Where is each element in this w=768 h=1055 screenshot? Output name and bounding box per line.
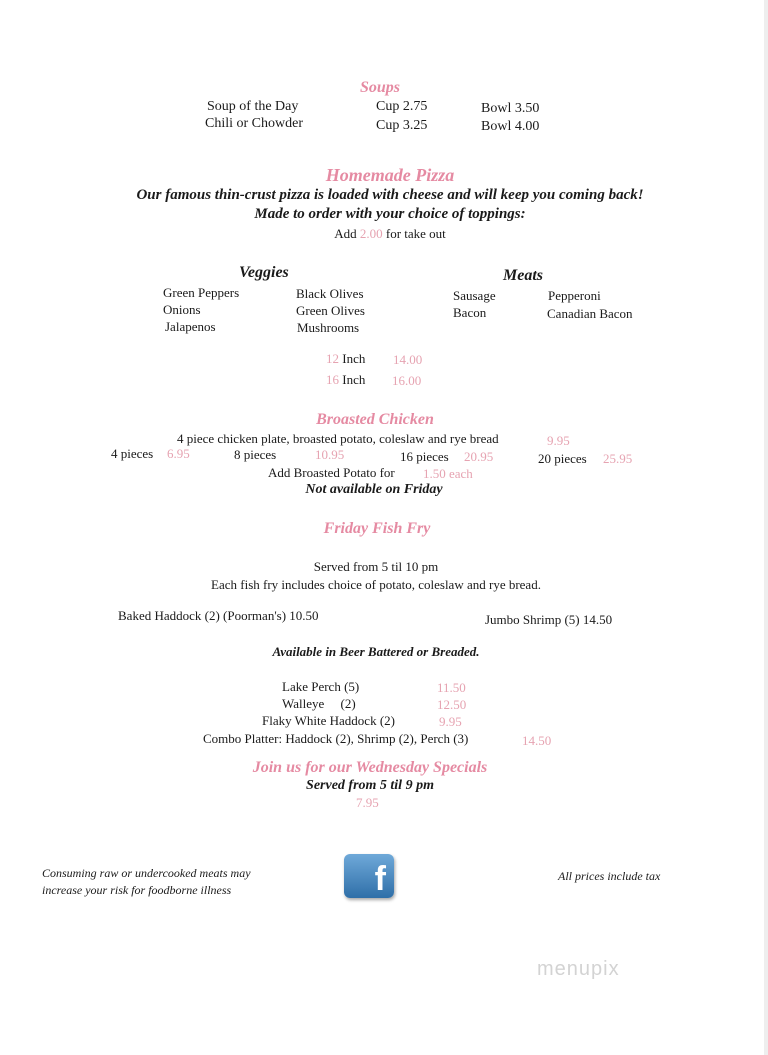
food-warning-line2: increase your risk for foodborne illness: [42, 883, 232, 897]
pizza-tagline: Our famous thin-crust pizza is loaded with cheese and will keep you coming back!: [136, 187, 644, 203]
size-number: 16: [326, 372, 339, 387]
soup-of-the-day: Soup of the Day: [207, 99, 299, 114]
pizza-size-12: [326, 351, 365, 367]
chicken-4-pieces: 4 pieces: [111, 446, 154, 461]
meat-item: Pepperoni: [548, 288, 601, 303]
size-label: Inch: [342, 372, 366, 387]
prices-include-tax: All prices include tax: [558, 869, 661, 883]
fish-item: Walleye (2): [282, 696, 356, 711]
fish-item: Flaky White Haddock (2): [262, 713, 395, 728]
chicken-20-pieces: 20 pieces: [538, 451, 587, 466]
veggie-item: Mushrooms: [297, 320, 360, 335]
meats-title: Meats: [503, 267, 543, 284]
broasted-potato-price: 1.50 each: [423, 466, 473, 481]
size-label: Inch: [342, 351, 366, 366]
fish-served-hours: Served from 5 til 10 pm: [313, 559, 439, 574]
chicken-16-price: 20.95: [464, 449, 494, 464]
chicken-16-pieces: 16 pieces: [400, 449, 449, 464]
veggie-item: Black Olives: [296, 286, 364, 301]
chicken-8-pieces: 8 pieces: [234, 447, 277, 462]
wednesday-served: Served from 5 til 9 pm: [306, 778, 434, 793]
facebook-letter: f: [374, 860, 386, 898]
meat-item: Bacon: [453, 305, 487, 320]
fish-item-price: 12.50: [437, 697, 467, 712]
veggies-title: Veggies: [239, 264, 289, 281]
fish-item: Combo Platter: Haddock (2), Shrimp (2), Perch (3): [203, 731, 469, 746]
pizza-title: Homemade Pizza: [325, 165, 455, 185]
veggie-item: Green Olives: [296, 303, 365, 318]
fish-item-price: 11.50: [437, 680, 466, 695]
baked-haddock: Baked Haddock (2) (Poorman's) 10.50: [118, 608, 319, 623]
takeout-prefix: Add: [334, 226, 357, 241]
fish-fry-title: Friday Fish Fry: [323, 520, 431, 537]
chicken-4-price: 6.95: [167, 446, 190, 461]
pizza-size-16: [326, 372, 365, 388]
meat-item: Canadian Bacon: [547, 306, 633, 321]
soup-bowl-price: Bowl 3.50: [481, 101, 540, 116]
fish-includes: Each fish fry includes choice of potato, coleslaw and rye bread.: [211, 577, 541, 592]
meat-item: Sausage: [453, 288, 496, 303]
fish-item: Lake Perch (5): [282, 679, 360, 694]
jumbo-shrimp: Jumbo Shrimp (5) 14.50: [485, 612, 613, 627]
soups-title: Soups: [359, 79, 401, 96]
chili-cup-price: Cup 3.25: [376, 118, 428, 133]
facebook-icon[interactable]: [344, 854, 394, 898]
chicken-plate-price: 9.95: [547, 433, 570, 448]
takeout-suffix: for take out: [385, 226, 446, 241]
chicken-8-price: 10.95: [315, 447, 345, 462]
food-warning-line1: Consuming raw or undercooked meats may: [42, 866, 251, 880]
page-edge-divider: [764, 0, 768, 1055]
chicken-title: Broasted Chicken: [316, 411, 434, 428]
menupix-watermark: menupix: [537, 958, 620, 980]
veggie-item: Onions: [163, 302, 201, 317]
fish-item-price: 9.95: [439, 714, 462, 729]
fish-item-price: 14.50: [522, 733, 552, 748]
size-number: 12: [326, 351, 339, 366]
wednesday-title: Join us for our Wednesday Specials: [252, 759, 488, 776]
beer-battered-note: Available in Beer Battered or Breaded.: [272, 644, 480, 659]
wednesday-price: 7.95: [356, 795, 379, 810]
broasted-potato-note: Add Broasted Potato for: [268, 465, 395, 480]
soup-cup-price: Cup 2.75: [376, 99, 428, 114]
not-available-friday: Not available on Friday: [305, 482, 443, 497]
chicken-plate: 4 piece chicken plate, broasted potato, coleslaw and rye bread: [177, 431, 499, 446]
pizza-takeout-note: [334, 226, 446, 242]
veggie-item: Jalapenos: [165, 319, 216, 334]
pizza-price-16: 16.00: [392, 373, 422, 388]
chili-bowl-price: Bowl 4.00: [481, 119, 540, 134]
veggie-item: Green Peppers: [163, 285, 240, 300]
pizza-price-12: 14.00: [393, 352, 423, 367]
chicken-20-price: 25.95: [603, 451, 633, 466]
pizza-order-note: Made to order with your choice of toppings:: [254, 206, 526, 222]
chili-chowder: Chili or Chowder: [205, 116, 303, 131]
takeout-price: 2.00: [359, 226, 383, 241]
